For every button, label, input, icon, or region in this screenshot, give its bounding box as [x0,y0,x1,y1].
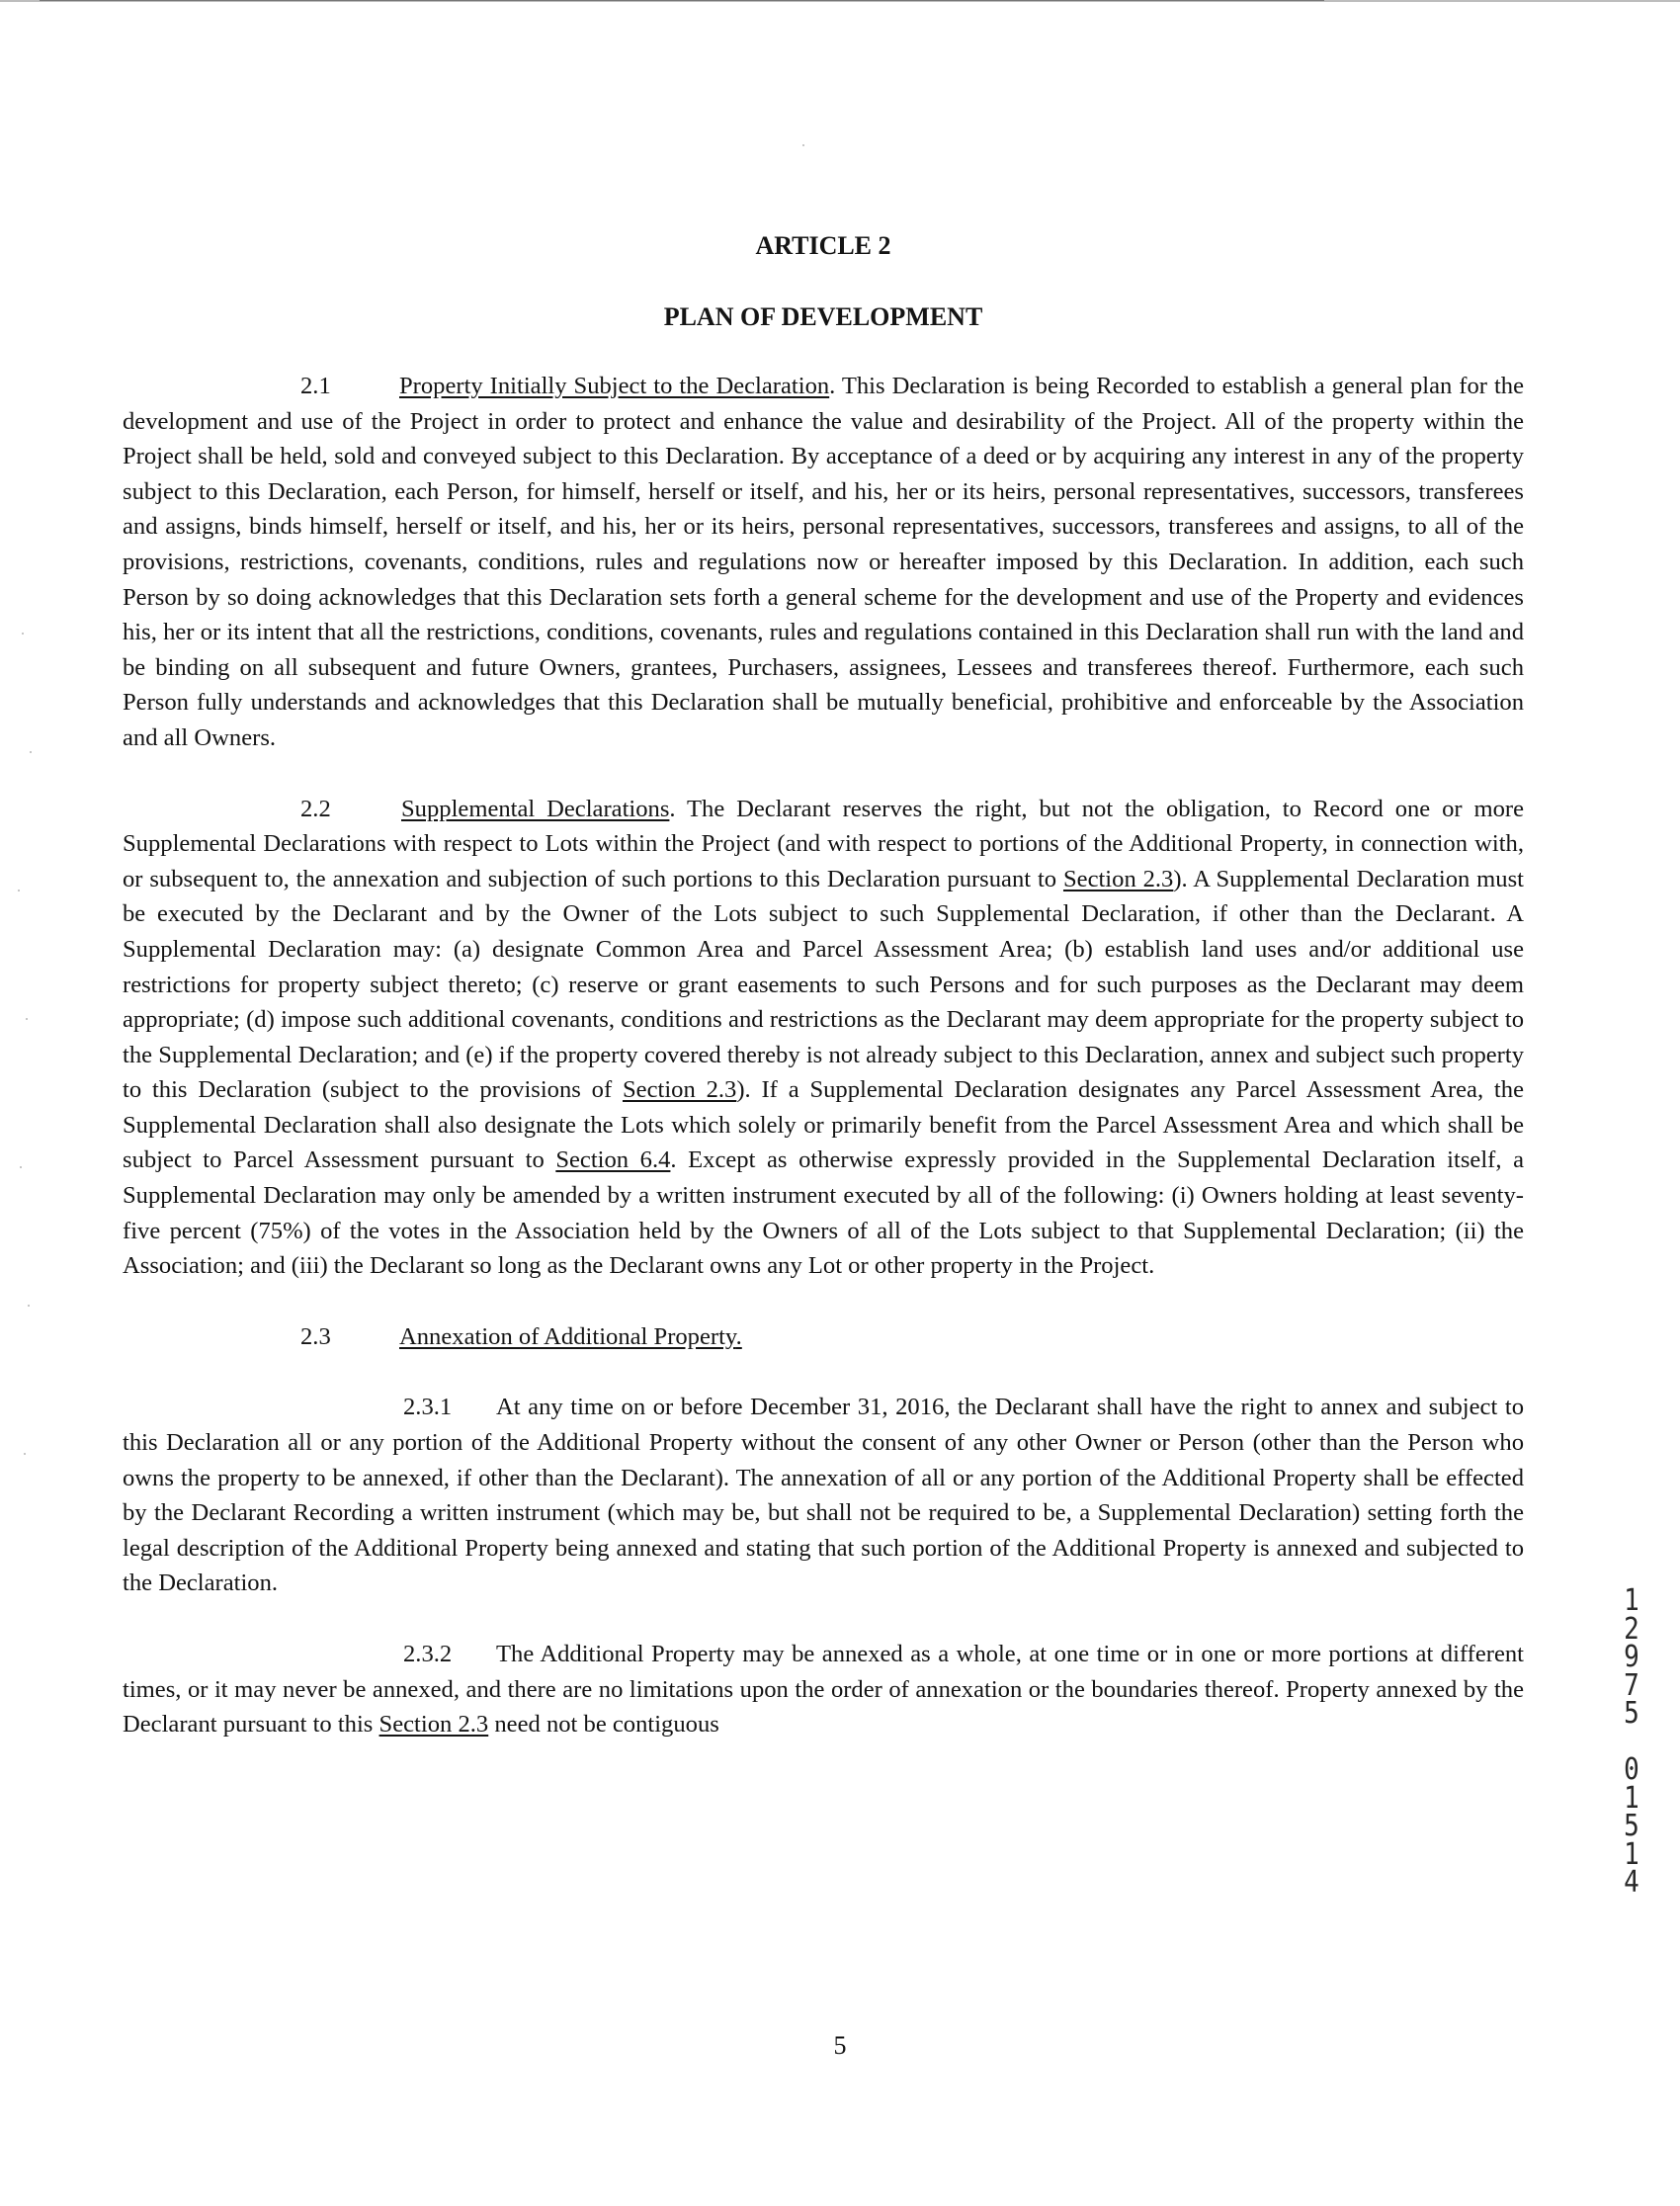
stamp-glyph: 4 [1624,1865,1639,1901]
section-text: . Except as otherwise expressly provided in the Supplemental Declaration itself, a Supplemental Declaration may only be amended by a written instrument executed by all of the following: (i) Owners holding at least seventy-five percent (75%) of the votes in the Association held by the Owners of all of the Lots subject to that Supplemental Declaration; (ii) the Association; and (iii) the Declarant so long as the Declarant owns any Lot or other property in the Project. [123,1146,1524,1280]
section-reference: Section 6.4 [555,1146,671,1174]
scan-speck [802,144,804,146]
section-2-3-1 [123,1390,1524,1601]
scan-speck [26,1018,28,1020]
stamp-glyph: 1 [1624,1837,1639,1872]
section-reference: Section 2.3 [378,1711,489,1739]
stamp-glyph: 0 [1624,1752,1639,1788]
scan-speck [24,1453,26,1455]
stamp-glyph: 7 [1624,1668,1639,1703]
section-text: At any time on or before December 31, 2016, the Declarant shall have the right to annex and subject to this Declaration all or any portion of the Additional Property without the consent of any other Owner or Person (other than the Person who owns the property to be annexed, if other than the Declarant). The annexation of all or any portion of the Additional Property shall be effected by the Declarant Recording a written instrument (which may be, but shall not be required to be, a Supplemental Declaration) setting forth the legal description of the Additional Property being annexed and stating that such portion of the Additional Property is annexed and subjected to the Declaration. [123,1394,1524,1597]
page-number: 5 [833,2031,847,2060]
section-number: 2.1 [300,373,331,399]
scan-speck [22,633,24,635]
section-reference: Section 2.3 [1062,865,1174,892]
scan-speck [30,751,32,753]
stamp-glyph: 1 [1624,1583,1639,1619]
section-heading: Annexation of Additional Property [399,1322,736,1350]
section-number: 2.2 [300,795,331,822]
section-text: ). A Supplemental Declaration must be executed by the Declarant and by the Owner of the Lots subject to such Supplemental Declaration, if other than the Declarant. A Supplemental Declaration may: (a) designate Common Area and Parcel Assessment Area; (b) establish land uses and/or additional use restrictions for property subject thereto; (c) reserve or grant easements to such Persons and for such purposes as the Declarant may deem appropriate; (d) impose such additional covenants, conditions and restrictions as the Declarant may deem appropriate for the property subject to the Supplemental Declaration; and (e) if the property covered thereby is not already subject to this Declaration, annex and subject such property to this Declaration (subject to the provisions of [123,865,1524,1104]
article-number: ARTICLE 2 [755,231,891,260]
section-text: . This Declaration is being Recorded to establish a general plan for the development and use of the Project in order to protect and enhance the value and desirability of the Project. All of the property within the Project shall be held, sold and conveyed subject to this Declaration. By acceptance of a deed or by acquiring any interest in any of the property subject to this Declaration, each Person, for himself, herself or itself, and his, her or its heirs, personal representatives, successors, transferees and assigns, binds himself, herself or itself, and his, her or its heirs, personal representatives, successors, transferees and assigns, to all of the provisions, restrictions, covenants, conditions, rules and regulations now or hereafter imposed by this Declaration. In addition, each such Person by so doing acknowledges that this Declaration sets forth a general scheme for the development and use of the Property and evidences his, her or its intent that all the restrictions, conditions, covenants, rules and regulations contained in this Declaration shall run with the land and be binding on all subsequent and future Owners, grantees, Purchasers, assignees, Lessees and transferees thereof. Furthermore, each such Person fully understands and acknowledges that this Declaration shall be mutually beneficial, prohibitive and enforceable by the Association and all Owners. [123,373,1524,751]
recording-stamp [1618,1583,1645,1901]
section-2-2 [123,792,1524,1284]
section-2-3-2 [123,1637,1524,1742]
section-number: 2.3.2 [403,1641,453,1667]
section-text: The Additional Property may be annexed as a whole, at one time or in one or more portions at different times, or it may never be annexed, and there are no limitations upon the order of annexation or the boundaries thereof. Property annexed by the Declarant pursuant to this [123,1641,1524,1739]
stamp-glyph: 2 [1624,1612,1639,1647]
section-text: need not be contiguous [488,1711,719,1739]
stamp-glyph: 9 [1624,1640,1639,1675]
section-number: 2.3.1 [403,1394,453,1421]
stamp-glyph: 5 [1624,1809,1639,1844]
article-title: PLAN OF DEVELOPMENT [663,302,983,331]
section-heading-trail: . [735,1322,742,1350]
section-heading: Property Initially Subject to the Declaration [399,373,830,399]
stamp-glyph: 5 [1624,1696,1639,1732]
section-2-3 [123,1319,1524,1355]
section-heading: Supplemental Declarations [401,795,670,822]
section-number: 2.3 [300,1322,331,1350]
document-page [123,229,1524,1742]
section-2-1 [123,369,1524,756]
scan-top-rule [40,0,1324,1]
scan-speck [20,1166,22,1168]
scan-speck [28,1305,30,1307]
section-reference: Section 2.3 [622,1076,737,1104]
stamp-glyph: 1 [1624,1781,1639,1816]
scan-speck [18,890,20,891]
section-text: . The Declarant reserves the right, but not the obligation, to Record one or more Supplemental Declarations with respect to Lots within the Project (and with respect to portions of the Additional Property, in connection with, or subsequent to, the annexation and subjection of such portions to this Declaration pursuant to [123,795,1524,892]
section-text: ). If a Supplemental Declaration designates any Parcel Assessment Area, the Supplemental Declaration shall also designate the Lots which solely or primarily benefit from the Parcel Assessment Area and which shall be subject to Parcel Assessment pursuant to [123,1076,1524,1174]
